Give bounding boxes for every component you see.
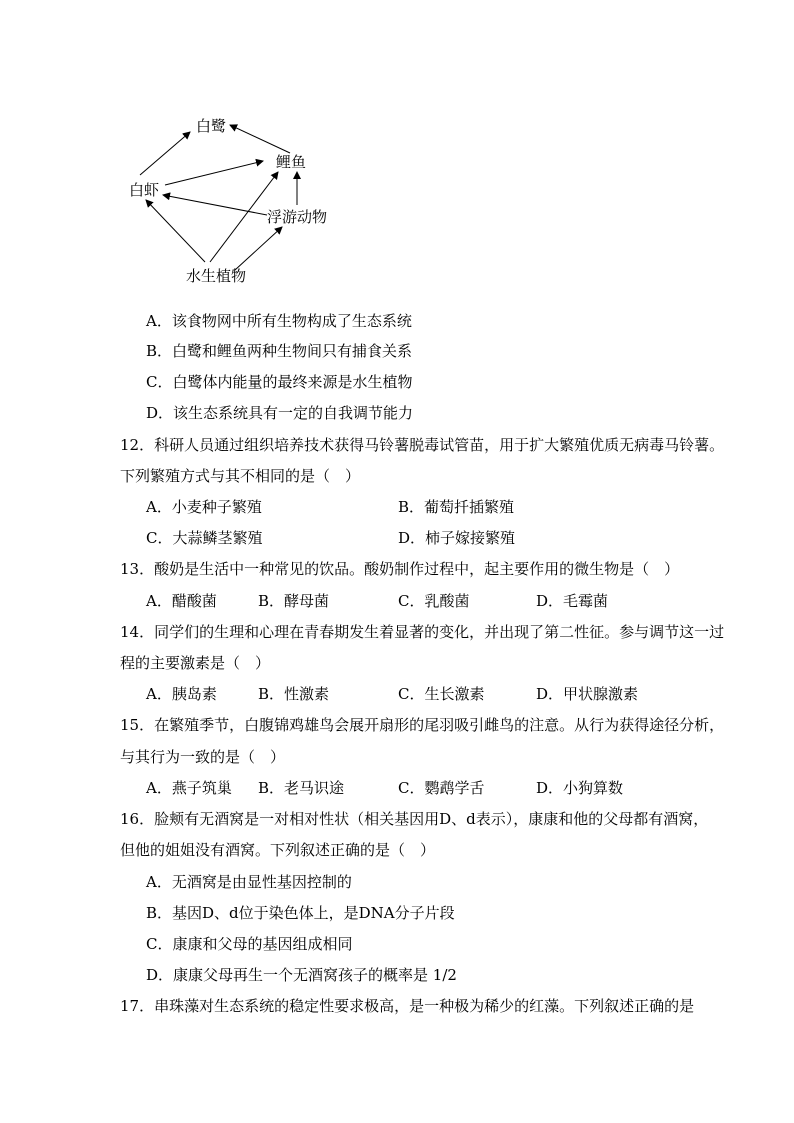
- q16-stem-line2: 但他的姐姐没有酒窝。下列叙述正确的是（ ）: [120, 841, 436, 859]
- node-carp: 鲤鱼: [276, 153, 307, 171]
- q16-option-b: B．基因D、d位于染色体上，是DNA分子片段: [146, 904, 455, 922]
- node-egret: 白鹭: [196, 117, 227, 135]
- q15-stem-line2: 与其行为一致的是（ ）: [120, 748, 286, 766]
- q15-stem-line1: 15．在繁殖季节，白腹锦鸡雄鸟会展开扇形的尾羽吸引雌鸟的注意。从行为获得途径分析，: [120, 716, 725, 734]
- q12-stem-line1: 12．科研人员通过组织培养技术获得马铃薯脱毒试管苗，用于扩大繁殖优质无病毒马铃薯。: [120, 436, 725, 454]
- q15-option-b: B．老马识途: [258, 779, 345, 797]
- q11-option-d: D．该生态系统具有一定的自我调节能力: [146, 404, 414, 422]
- q14-option-c: C．生长激素: [398, 685, 485, 703]
- q12-option-d: D．柿子嫁接繁殖: [398, 529, 516, 547]
- q14-stem-line1: 14．同学们的生理和心理在青春期发生着显著的变化，并出现了第二性征。参与调节这一过: [120, 623, 725, 641]
- q14-option-d: D．甲状腺激素: [536, 685, 639, 703]
- node-plants: 水生植物: [186, 267, 247, 285]
- q16-option-c: C．康康和父母的基因组成相同: [146, 935, 353, 953]
- q14-option-b: B．性激素: [258, 685, 330, 703]
- q11-option-c: C．白鹭体内能量的最终来源是水生植物: [146, 373, 413, 391]
- q17-stem-line1: 17．串珠藻对生态系统的稳定性要求极高，是一种极为稀少的红藻。下列叙述正确的是: [120, 997, 695, 1015]
- q14-option-a: A．胰岛素: [146, 685, 217, 703]
- arrow-zooplankton-shrimp: [163, 195, 267, 215]
- arrow-shrimp-carp: [165, 161, 263, 185]
- arrow-plants-zooplankton: [235, 227, 282, 270]
- q13-option-a: A．醋酸菌: [146, 592, 217, 610]
- q13-option-c: C．乳酸菌: [398, 592, 470, 610]
- q11-option-b: B．白鹭和鲤鱼两种生物间只有捕食关系: [146, 342, 413, 360]
- q15-option-c: C．鹦鹉学舌: [398, 779, 485, 797]
- q15-option-a: A．燕子筑巢: [146, 779, 232, 797]
- q15-option-d: D．小狗算数: [536, 779, 624, 797]
- node-shrimp: 白虾: [129, 181, 160, 199]
- arrow-plants-shrimp: [146, 200, 205, 262]
- arrow-shrimp-egret: [140, 132, 190, 175]
- q16-stem-line1: 16．脸颊有无酒窝是一对相对性状（相关基因用D、d表示），康康和他的父母都有酒窝，: [120, 810, 709, 828]
- q11-option-a: A．该食物网中所有生物构成了生态系统: [146, 312, 412, 330]
- q13-option-b: B．酵母菌: [258, 592, 330, 610]
- q12-option-c: C．大蒜鳞茎繁殖: [146, 529, 263, 547]
- q14-stem-line2: 程的主要激素是（ ）: [120, 654, 271, 672]
- q12-stem-line2: 下列繁殖方式与其不相同的是（ ）: [120, 467, 361, 485]
- q13-option-d: D．毛霉菌: [536, 592, 609, 610]
- arrow-carp-egret: [230, 125, 290, 153]
- q12-option-a: A．小麦种子繁殖: [146, 498, 262, 516]
- q12-option-b: B．葡萄扦插繁殖: [398, 498, 515, 516]
- q16-option-a: A．无酒窝是由显性基因控制的: [146, 873, 352, 891]
- node-zooplankton: 浮游动物: [267, 208, 328, 226]
- q16-option-d: D．康康父母再生一个无酒窝孩子的概率是 1/2: [146, 966, 457, 984]
- food-web-diagram: [110, 105, 370, 295]
- q13-stem-line1: 13．酸奶是生活中一种常见的饮品。酸奶制作过程中，起主要作用的微生物是（ ）: [120, 560, 680, 578]
